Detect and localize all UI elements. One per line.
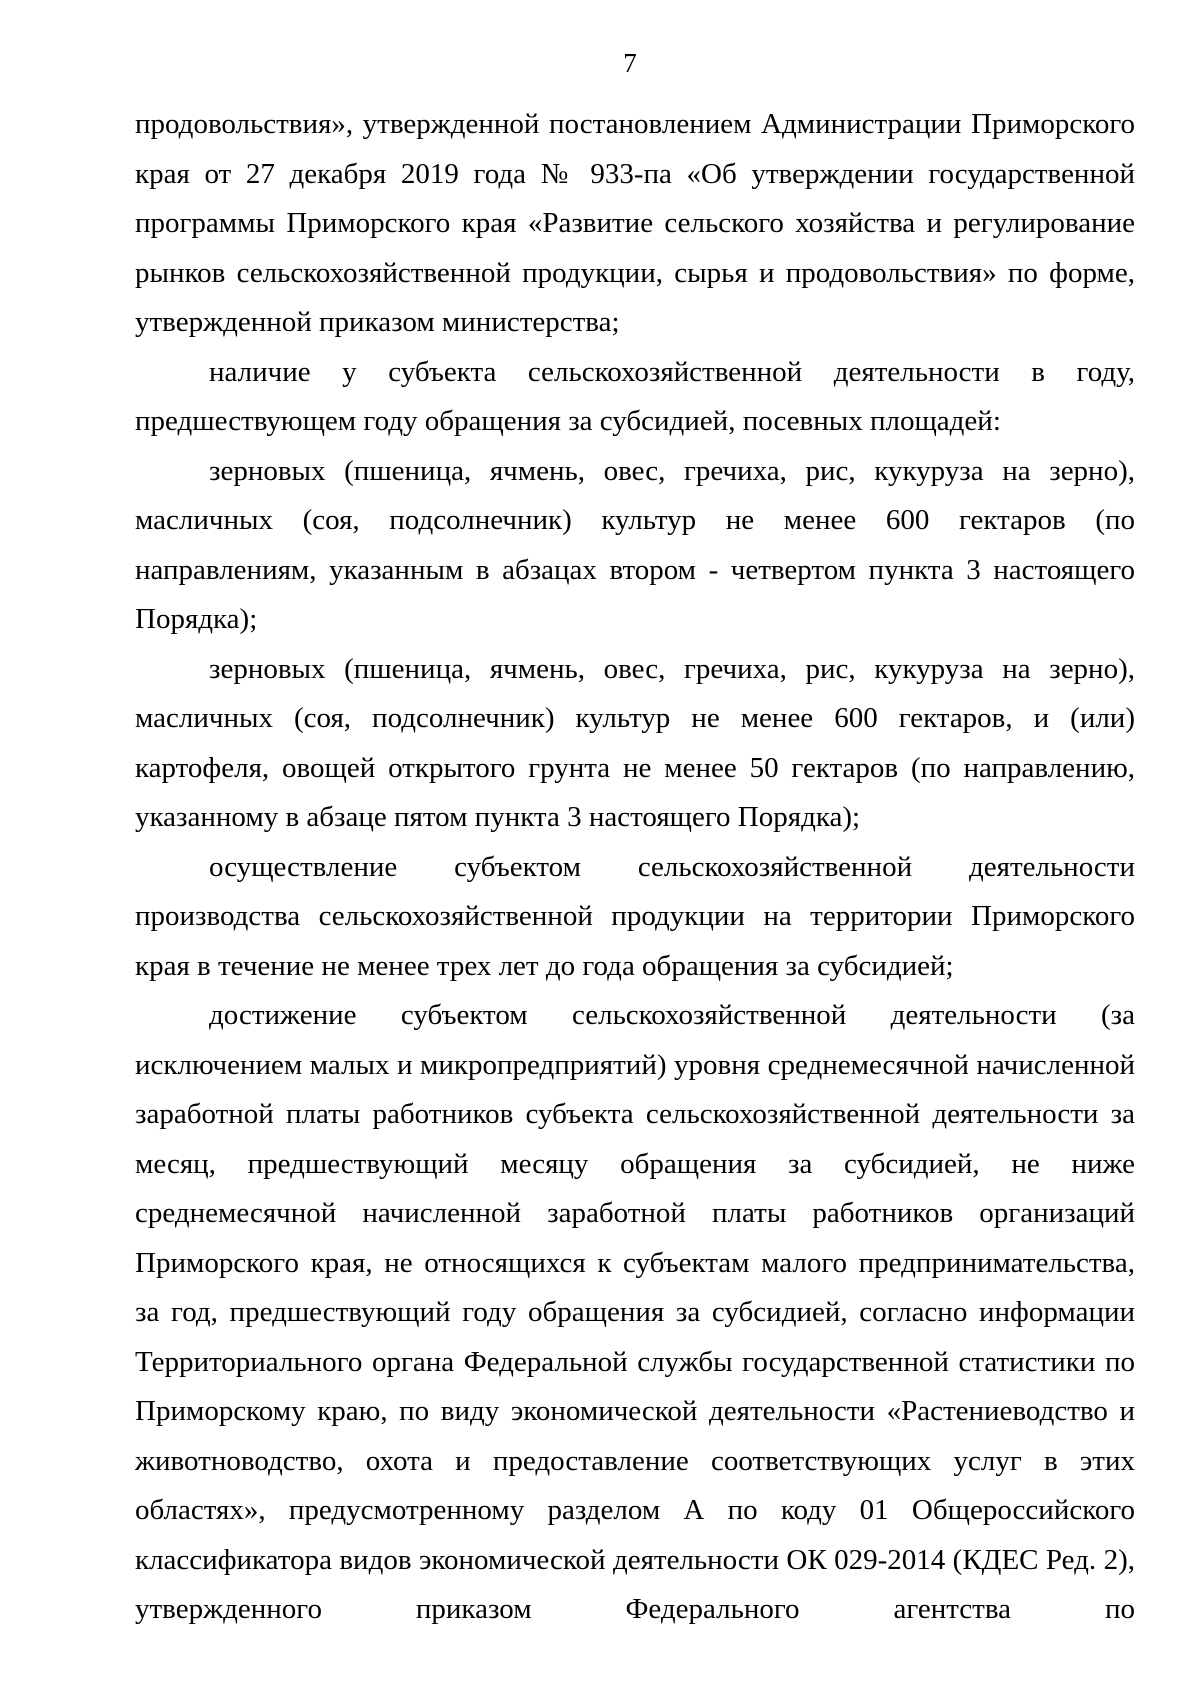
paragraph-sown-areas: наличие у субъекта сельскохозяйственной деятельности в году, предшествующем году обращения за субсидией, посевных площадей: xyxy=(135,355,1135,437)
paragraph-program-reference: продовольствия», утвержденной постановлением Администрации Приморского края от 27 декабря 2019 года № 933-па «Об утверждении государственной программы Приморского края «Развитие сельского хозяйства и регулирование рынков сельскохозяйственной продукции, сырья и продовольствия» по форме, утвержденной приказом министерства; xyxy=(135,108,1135,338)
paragraph-grain-potato-vegetables: зерновых (пшеница, ячмень, овес, гречиха, рис, кукуруза на зерно), масличных (соя, подсолнечник) культур не менее 600 гектаров, и (или) картофеля, овощей открытого грунта не менее 50 гектаров (по направлению, указанному в абзаце пятом пункта 3 настоящего Порядка); xyxy=(135,652,1135,833)
paragraph-average-salary: достижение субъектом сельскохозяйственной деятельности (за исключением малых и микропредприятий) уровня среднемесячной начисленной заработной платы работников субъекта сельскохозяйственной деятельности за месяц, предшествующий месяцу обращения за субсидией, не ниже среднемесячной начисленной заработной платы работников организаций Приморского края, не относящихся к субъектам малого предпринимательства, за год, предшествующий году обращения за субсидией, согласно информации Территориального органа Федеральной службы государственной статистики по Приморскому краю, по виду экономической деятельности «Растениеводство и животноводство, охота и предоставление соответствующих услуг в этих областях», предусмотренному разделом А по коду 01 Общероссийского классификатора видов экономической деятельности ОК 029-2014 (КДЕС Ред. 2), утвержденного приказом Федерального агентства по xyxy=(135,999,1135,1625)
paragraph-grain-oilseed-600: зерновых (пшеница, ячмень, овес, гречиха, рис, кукуруза на зерно), масличных (соя, подсолнечник) культур не менее 600 гектаров (по направлениям, указанным в абзацах втором - четвертом пункта 3 настоящего Порядка); xyxy=(135,454,1135,635)
document-body xyxy=(135,100,1135,1635)
page-number: 7 xyxy=(623,48,637,78)
paragraph-production-three-years: осуществление субъектом сельскохозяйственной деятельности производства сельскохозяйственной продукции на территории Приморского края в течение не менее трех лет до года обращения за субсидией; xyxy=(135,850,1135,982)
